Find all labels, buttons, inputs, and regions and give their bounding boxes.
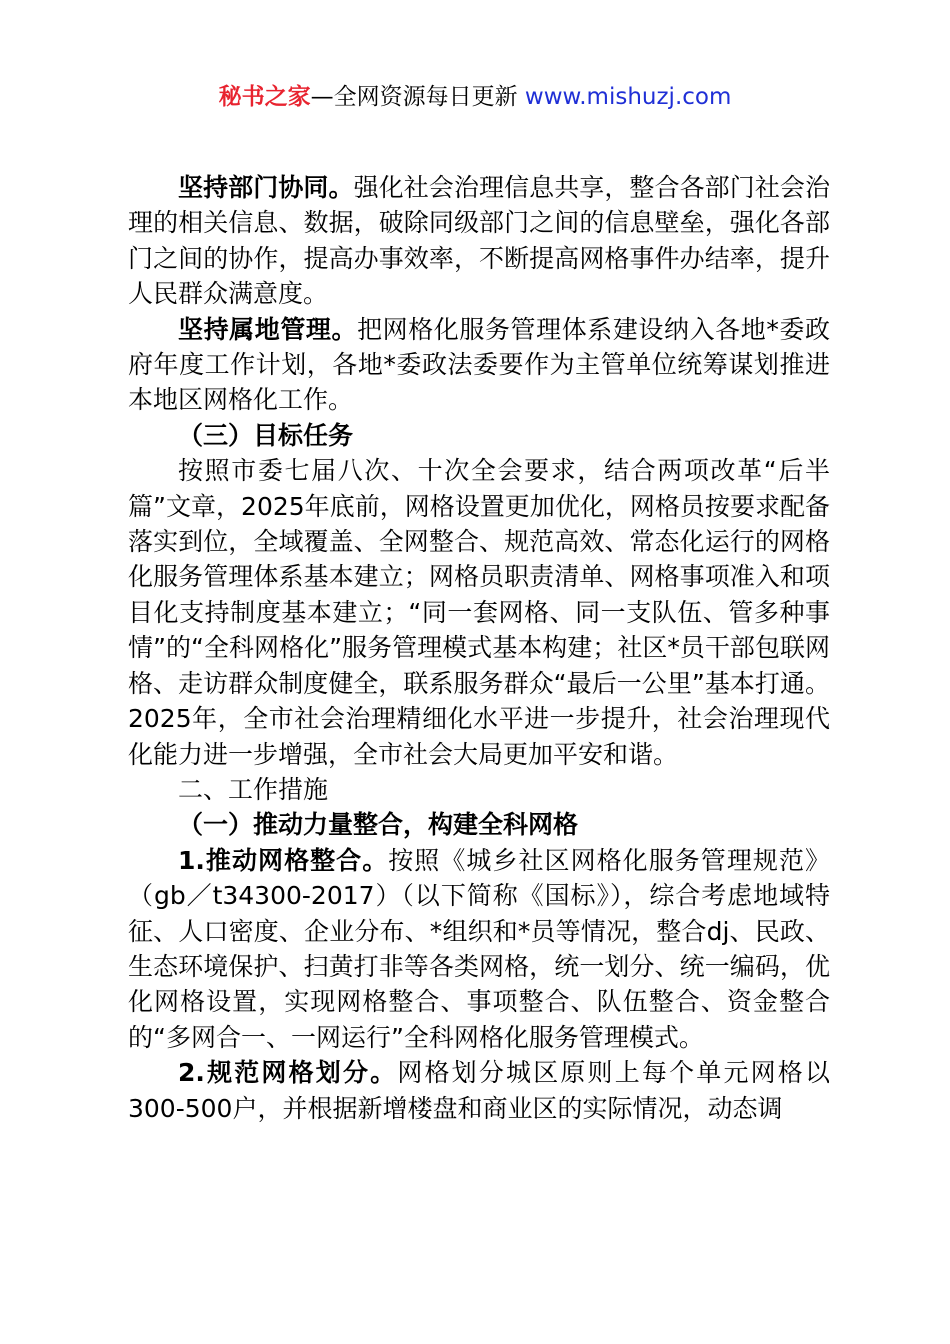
header-tagline: —全网资源每日更新 xyxy=(310,84,525,110)
paragraph-text: 强化社会治理信息共享，整合各部门社会治理的相关信息、数据，破除同级部门之间的信息壁垒，强化各部门之间的协作，提高办事效率，不断提高网格事件办结率，提升人民群众满意度。 xyxy=(128,173,830,309)
paragraph-text: 按照《城乡社区网格化服务管理规范》（gb／t34300-2017）（以下简称《国标》），综合考虑地域特征、人口密度、企业分布、*组织和*员等情况，整合dj、民政、生态环境保护、扫黄打非等各类网格，统一划分、统一编码，优化网格设置，实现网格整合、事项整合、队伍整合、资金整合的“多网合一、一网运行”全科网格化服务管理模式。 xyxy=(128,845,830,1052)
paragraph-goals xyxy=(128,453,830,772)
paragraph-lead: 2.规范网格划分。 xyxy=(178,1058,398,1088)
document-body xyxy=(128,170,830,1126)
site-header xyxy=(0,82,950,112)
brand-name: 秘书之家 xyxy=(218,84,311,110)
section-heading-integration: （一）推动力量整合，构建全科网格 xyxy=(178,810,579,840)
paragraph-grid-division xyxy=(128,1055,830,1126)
paragraph-lead: 1.推动网格整合。 xyxy=(178,845,389,875)
paragraph-text: 把网格化服务管理体系建设纳入各地*委政府年度工作计划，各地*委政法委要作为主管单位统筹谋划推进本地区网格化工作。 xyxy=(128,314,830,415)
paragraph-grid-integration xyxy=(128,843,830,1055)
section-heading-measures: 二、工作措施 xyxy=(178,774,329,804)
paragraph-dept-coordination xyxy=(128,170,830,312)
paragraph-lead: 坚持部门协同。 xyxy=(178,173,354,202)
paragraph-text: 按照市委七届八次、十次全会要求，结合两项改革“后半篇”文章，2025年底前，网格设置更加优化，网格员按要求配备落实到位，全域覆盖、全网整合、规范高效、常态化运行的网格化服务管理体系基本建立；网格员职责清单、网格事项准入和项目化支持制度基本建立；“同一套网格、同一支队伍、管多种事情”的“全科网格化”服务管理模式基本构建；社区*员干部包联网格、走访群众制度健全，联系服务群众“最后一公里”基本打通。2025年，全市社会治理精细化水平进一步提升，社会治理现代化能力进一步增强，全市社会大局更加平安和谐。 xyxy=(128,456,830,769)
paragraph-text: 网格划分城区原则上每个单元网格以300-500户，并根据新增楼盘和商业区的实际情况，动态调 xyxy=(128,1058,830,1123)
site-url-link[interactable]: www.mishuzj.com xyxy=(524,84,732,110)
section-heading-goals: （三）目标任务 xyxy=(178,420,354,450)
paragraph-lead: 坚持属地管理。 xyxy=(178,314,358,344)
paragraph-territorial-management xyxy=(128,312,830,418)
